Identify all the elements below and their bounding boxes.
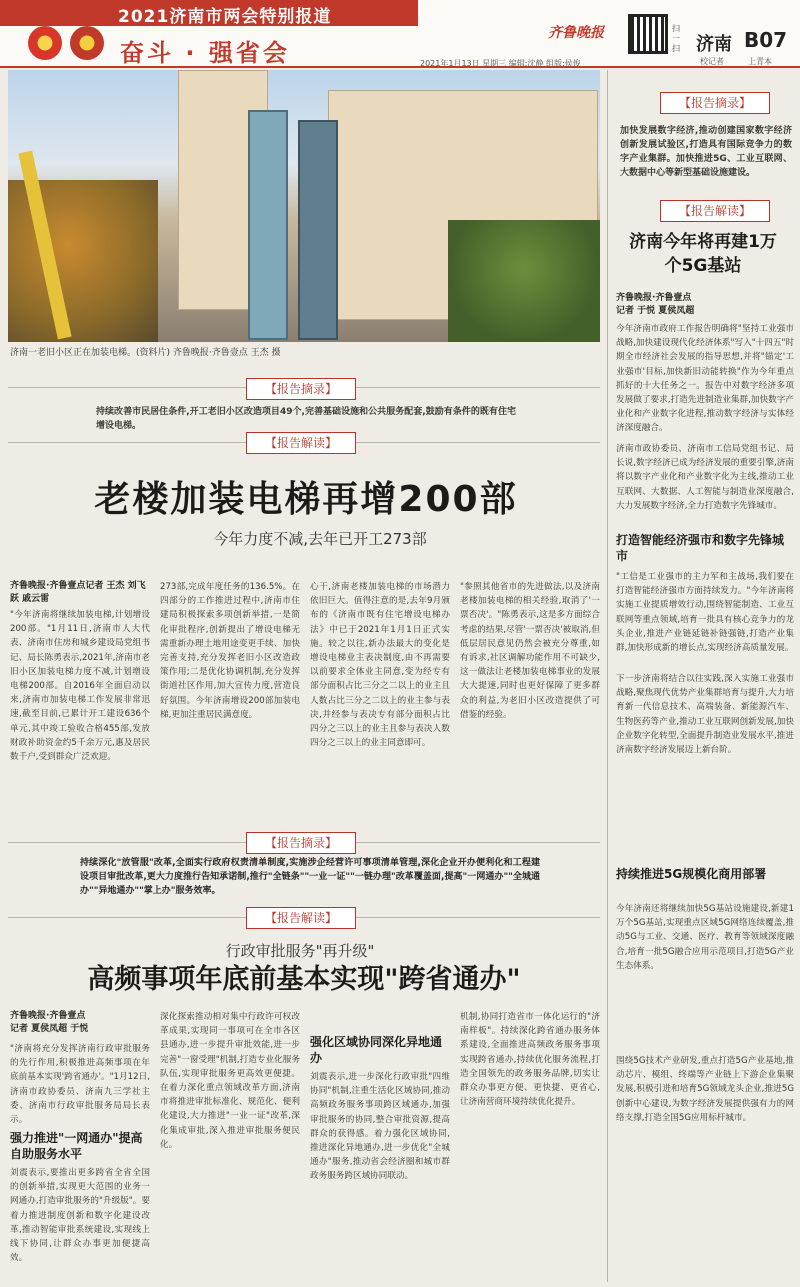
subheading: 持续推进5G规模化商用部署 [616, 867, 767, 881]
section-name: 济南 [696, 34, 732, 55]
byline: 齐鲁晚报·齐鲁壹点记者 王杰 刘飞跃 戚云雷 [10, 581, 146, 604]
headline: 济南今年将再建1万个5G基站 [629, 232, 777, 276]
editor-note: 校记者 [700, 57, 724, 66]
interpretation-tag: 【报告解读】 [246, 907, 356, 929]
article-column-1: "今年济南将继续加装电梯,计划增设200部。"1月11日,济南市人大代表、济南市住房和城乡建设局党组书记、局长陈勇表示,2021年,济南市老旧小区加装电梯力度不减,计划增设电梯200部。自2016年全面启动以来,济南市加装电梯工作发展非常迅速,截至目前,已累计开工建设636个单元,其中竣工验收合格455部,发放财政补助资金约5千余万元,惠及居民数千户,受到群众广泛欢迎。 [10, 610, 150, 763]
interpretation-tag: 【报告解读】 [246, 432, 356, 454]
excerpt-text: 持续深化"放管服"改革,全面实行政府权责清单制度,实施涉企经营许可事项清单管理,深化企业开办便利化和工程建设项目审批改革,更大力度推行告知承诺制,推行"全链条""一业一证""一链办理"改革覆盖面,提高"一网通办""全城通办""异地通办""掌上办"服务效率。 [80, 858, 540, 896]
article-column-2: 273部,完成年度任务的136.5%。在四部分的工作推进过程中,济南市住建局积极探索多项创新举措,一是简化审批程序,创新提出了增设电梯无需重新办理土地用途变更手续、加快完善支持,充分发挥老旧小区改造政策作用;二是优化协调机制,充分发挥街道社区作用,加大宣传力度,营造良好氛围。今年济南增设200部加装电梯,更加注重居民满意度。 [160, 582, 300, 720]
article-column-3: 心干,济南老楼加装电梯的市场潜力依旧巨大。值得注意的是,去年9月颁布的《济南市既有住宅增设电梯办法》中已于2021年1月1日正式实施。较之以往,新办法最大的变化是增设电梯业主表决制度,由不再需要以前要求全体业主同意,变为经专有部分面积占比三分之二以上的业主且人数占比三分之二以上的业主参与表决,并经参与表决专有部分面积占比四分之三以上的业主且参与表决人数四分之三以上的业主同意即可。 [310, 582, 450, 749]
article-paragraph: "工信是工业强市的主力军和主战场,我们要在打造智能经济强市方面持续发力。"今年济南将实施工业提质增效行动,围绕智能制造、工业互联网等重点领域,培育一批具有核心竞争力的龙头企业,推进产业链延链补链强链,打造产业集群,加快形成新的增长点,实现经济高质量发展。 [616, 572, 794, 654]
byline: 齐鲁晚报·齐鲁壹点 [10, 1011, 86, 1021]
byline-reporters: 记者 于悦 夏侯凤超 [616, 306, 695, 316]
headline: 老楼加装电梯再增200部 [94, 479, 518, 520]
newspaper-logo: 齐鲁晚报 [548, 25, 604, 41]
article-paragraph: 今年济南市政府工作报告明确将"坚持工业强市战略,加快建设现代化经济体系"写入"十四五"时期全市经济社会发展的指导思想,并将"锚定'工业强市'目标,加快新旧动能转换"作为今年重点抓好的十大任务之一。报告中对数字经济多项发展做了要求,打造先进制造业集群,加快数字产业化和产业数字化进程,推动数字经济与实体经济深度融合。 [616, 324, 794, 434]
excerpt-tag: 【报告摘录】 [246, 378, 356, 400]
page-number: B07 [744, 28, 788, 52]
band-title: 2021济南市两会特别报道 [118, 7, 332, 27]
byline: 齐鲁晚报·齐鲁壹点 [616, 293, 692, 303]
political-consultative-emblem-icon [70, 26, 104, 60]
excerpt-text: 持续改善市民居住条件,开工老旧小区改造项目49个,完善基础设施和公共服务配套,鼓励有条件的既有住宅增设电梯。 [96, 407, 516, 431]
excerpt-text: 加快发展数字经济,推动创建国家数字经济创新发展试验区,打造具有国际竞争力的数字产业集群。加快推进5G、工业互联网、大数据中心等新型基础设施建设。 [620, 126, 792, 178]
article-column-2: 深化探索推动相对集中行政许可权改革成果,实现同一事项可在全市各区县通办,进一步提升审批效能,进一步完善"一窗受理"机制,打造专业化服务队伍,实现审批服务更高效更便捷。在着力深化重点领域改革方面,济南市将推进审批标准化、规范化、便利化建设,大力推进"一业一证"改革,深化集成审批,深入推进审批服务便民化。 [160, 1012, 300, 1150]
article-paragraph: 下一步济南将结合以往实践,深入实施工业强市战略,聚焦现代优势产业集群培育与提升,大力培育新一代信息技术、高端装备、新能源汽车、生物医药等产业,推动工业互联网创新发展,加快企业数字化转型,全面提升制造业发展水平,推进济南数字经济发展迈上新台阶。 [616, 674, 794, 756]
article-paragraph: 今年济南还将继续加快5G基站设施建设,新建1万个5G基站,实现重点区域5G网络连续覆盖,推动5G与工业、交通、医疗、教育等领域深度融合,培育一批5G融合应用示范项目,打造5G产业生态体系。 [616, 904, 794, 971]
kicker: 行政审批服务"再升级" [225, 942, 375, 960]
column-divider [607, 70, 608, 1282]
article-column-4: 机制,协同打造省市一体化运行的"济南样板"。持续深化跨省通办服务体系建设,全面推进高频政务服务事项实现跨省通办,持续优化服务流程,打造全国领先的政务服务品牌,切实让群众办事更方便、更快捷、更省心,让济南营商环境持续优化提升。 [460, 1012, 600, 1108]
elevator-shaft [248, 110, 288, 340]
tree [448, 220, 600, 342]
article-paragraph: 济南市政协委员、济南市工信局党组书记、局长说,数字经济已成为经济发展的重要引擎,济南将以数字产业化和产业数字化为主线,推动工业互联网、大数据、人工智能与制造业深度融合,大力发展数字经济,全力打造数字先锋城市。 [616, 444, 794, 511]
elevator-shaft [298, 120, 338, 340]
excerpt-tag: 【报告摘录】 [660, 92, 770, 114]
article-paragraph: 围绕5G技术产业研发,重点打造5G产业基地,推动芯片、模组、终端等产业链上下游企业集聚发展,积极引进和培育5G领域龙头企业,推进5G创新中心建设,为数字经济发展提供强有力的网络支撑,打造全国5G应用标杆城市。 [616, 1056, 794, 1123]
photo-caption: 济南一老旧小区正在加装电梯。(资料片) 齐鲁晚报·齐鲁壹点 王杰 摄 [10, 348, 281, 358]
subheading: 强力推进"一网通办"提高自助服务水平 [10, 1131, 143, 1161]
editor-note-2: 上青本 [748, 57, 772, 66]
qr-code-icon[interactable] [628, 14, 668, 54]
issue-meta: 2021年1月13日 星期三 编辑:沈静 组版:侯俊 [420, 59, 581, 68]
article-column-4: "参照其他省市的先进做法,以及济南老楼加装电梯的相关经验,取消了'一票否决'。"陈勇表示,这是多方面综合考虑的结果,尽管'一票否决'被取消,但低层居民意见仍然会被充分尊重,如有诉求,社区调解功能作用不可缺少,这一做法让老楼加装电梯事业的发展大大提速,同时也更好保障了更多群众的利益,为老旧小区改造提供了可借鉴的经验。 [460, 582, 600, 720]
interpretation-tag: 【报告解读】 [660, 200, 770, 222]
article-column-1: "济南将充分发挥济南行政审批服务的先行作用,积极推进高频事项在年底前基本实现'跨省通办'。"1月12日,济南市政协委员、济南九三学社主委、济南市行政审批服务局局长表示。 [10, 1044, 150, 1126]
subheadline: 今年力度不减,去年已开工273部 [213, 530, 427, 548]
headline: 高频事项年底前基本实现"跨省通办" [87, 964, 521, 995]
subheading: 打造智能经济强市和数字先锋城市 [616, 533, 785, 563]
article-column-3: 刘震表示,进一步深化行政审批"四维协同"机制,注重生活化区域协同,推动高频政务服务事项跨区域通办,加强审批服务的协同,整合审批资源,提高群众的获得感。着力强化区域协同,推进深化异地通办,进一步优化"全城通办"服务,推动省会经济圈和城市群政务服务跨区域协同联动。 [310, 1072, 450, 1182]
excerpt-tag: 【报告摘录】 [246, 832, 356, 854]
qr-caption: 扫一扫 [672, 24, 680, 53]
party-emblem-icon [28, 26, 62, 60]
subheading: 强化区域协同深化异地通办 [310, 1035, 443, 1065]
slogan: 奋斗 · 强省会 [120, 39, 290, 67]
byline-reporters: 记者 夏侯凤超 于悦 [10, 1024, 89, 1034]
page-header [0, 0, 800, 68]
news-photo [8, 70, 600, 342]
article-column-1b: 刘震表示,要推出更多跨省全省全国的创新举措,实现更大范围的业务一网通办,打造审批服务的"升级版"。要着力推进制度创新和数字化建设改革,推动智能审批系统建设,实现线上线下协同,让群众办事更加便捷高效。 [10, 1168, 150, 1264]
article-column-3-lead [310, 1010, 450, 1032]
